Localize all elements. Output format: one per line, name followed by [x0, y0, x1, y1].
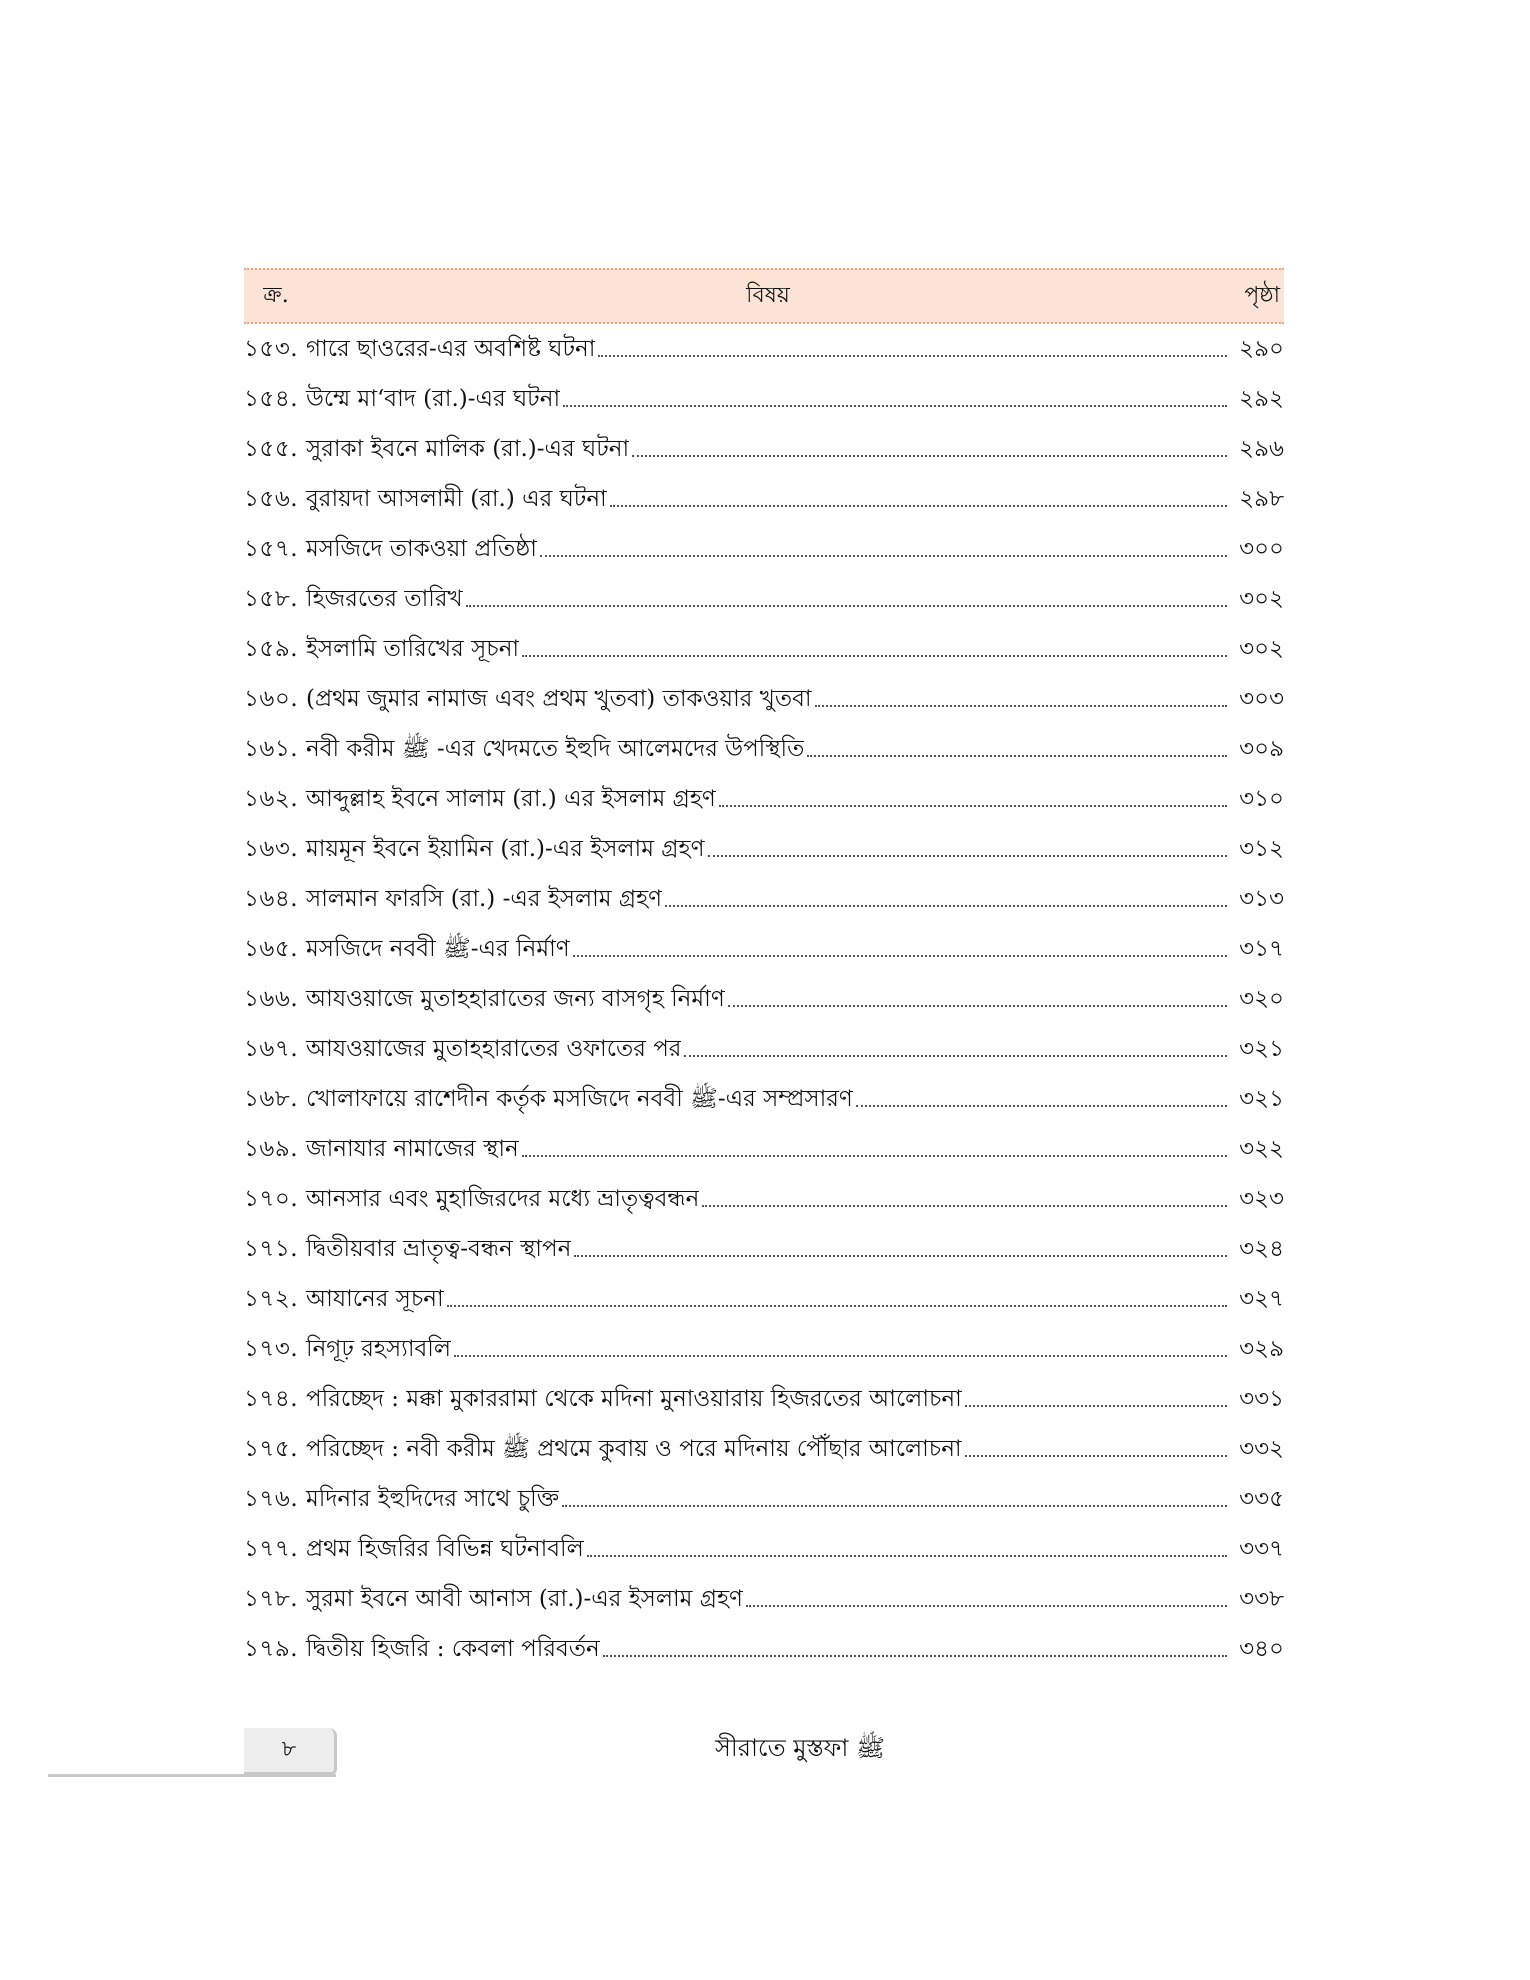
toc-row	[244, 1374, 1284, 1424]
dot-leader	[965, 1405, 1227, 1407]
dot-leader	[610, 505, 1227, 507]
header-page: পৃষ্ঠা	[1244, 282, 1280, 308]
toc-entry-title: আযানের সূচনা	[306, 1285, 444, 1312]
toc-entry-number: ১৬৩.	[244, 835, 299, 862]
dot-leader	[573, 955, 1227, 957]
toc-row	[244, 1574, 1284, 1624]
toc-entry-number: ১৭৫.	[244, 1435, 299, 1462]
dot-leader	[447, 1305, 1227, 1307]
toc-header	[244, 268, 1284, 324]
toc-entry-number: ১৭১.	[244, 1235, 299, 1262]
toc-row	[244, 674, 1284, 724]
toc-entry-title: বুরায়দা আসলামী (রা.) এর ঘটনা	[306, 485, 607, 512]
toc-entry-number: ১৭৬.	[244, 1485, 299, 1512]
toc-entry-title: দ্বিতীয় হিজরি : কেবলা পরিবর্তন	[306, 1635, 600, 1662]
toc-entry-page: ৩২৭	[1239, 1285, 1284, 1312]
toc-row	[244, 1024, 1284, 1074]
toc-entry-page: ৩০২	[1239, 585, 1284, 612]
toc-row	[244, 1124, 1284, 1174]
dot-leader	[563, 405, 1227, 407]
toc-entry-number: ১৫৯.	[244, 635, 299, 662]
dot-leader	[454, 1355, 1227, 1357]
toc-entry-number: ১৬৭.	[244, 1035, 299, 1062]
toc-entry-number: ১৬৯.	[244, 1135, 299, 1162]
toc-entry-number: ১৭৪.	[244, 1385, 299, 1412]
dot-leader	[702, 1205, 1227, 1207]
toc-entry-page: ৩৩২	[1239, 1435, 1284, 1462]
toc-entry-title: আনসার এবং মুহাজিরদের মধ্যে ভ্রাতৃত্ববন্ধন	[306, 1185, 700, 1212]
dot-leader	[856, 1105, 1227, 1107]
toc-entry-title: পরিচ্ছেদ : নবী করীম ﷺ প্রথমে কুবায় ও পরে মদিনায় পৌঁছার আলোচনা	[306, 1435, 962, 1462]
toc-row	[244, 1524, 1284, 1574]
toc-row	[244, 1074, 1284, 1124]
toc-entry-page: ৩০৩	[1239, 685, 1284, 712]
toc-rows	[244, 324, 1284, 1674]
toc-row	[244, 774, 1284, 824]
toc-entry-page: ৩২১	[1239, 1085, 1284, 1112]
toc-row	[244, 924, 1284, 974]
toc-entry-page: ৩২২	[1239, 1135, 1284, 1162]
toc-entry-title: মসজিদে তাকওয়া প্রতিষ্ঠা	[306, 535, 537, 562]
toc-entry-page: ৩৩৭	[1239, 1535, 1284, 1562]
toc-row	[244, 1274, 1284, 1324]
toc-entry-number: ১৫৮.	[244, 585, 299, 612]
toc-entry-number: ১৬৮.	[244, 1085, 299, 1112]
toc-entry-number: ১৭০.	[244, 1185, 299, 1212]
toc-entry-page: ৩৪০	[1239, 1635, 1284, 1662]
toc-entry-page: ২৯৬	[1239, 435, 1284, 462]
dot-leader	[665, 905, 1227, 907]
toc-row	[244, 374, 1284, 424]
toc-entry-page: ৩১৩	[1239, 885, 1284, 912]
toc-entry-number: ১৬৬.	[244, 985, 299, 1012]
toc-entry-title: উম্মে মা‘বাদ (রা.)-এর ঘটনা	[306, 385, 561, 412]
toc-entry-number: ১৬২.	[244, 785, 299, 812]
table-of-contents	[244, 268, 1284, 1674]
dot-leader	[603, 1655, 1227, 1657]
dot-leader	[746, 1605, 1227, 1607]
toc-entry-page: ৩২৯	[1239, 1335, 1284, 1362]
toc-entry-page: ৩২০	[1239, 985, 1284, 1012]
toc-entry-title: নবী করীম ﷺ -এর খেদমতে ইহুদি আলেমদের উপস্থিতি	[306, 735, 805, 762]
dot-leader	[587, 1555, 1227, 1557]
dot-leader	[562, 1505, 1227, 1507]
dot-leader	[728, 1005, 1227, 1007]
toc-entry-page: ৩০০	[1239, 535, 1284, 562]
toc-entry-title: দ্বিতীয়বার ভ্রাতৃত্ব-বন্ধন স্থাপন	[306, 1235, 572, 1262]
toc-entry-number: ১৬০.	[244, 685, 299, 712]
toc-entry-title: জানাযার নামাজের স্থান	[306, 1135, 519, 1162]
toc-entry-page: ৩৩১	[1239, 1385, 1284, 1412]
dot-leader	[598, 355, 1227, 357]
toc-entry-page: ৩২১	[1239, 1035, 1284, 1062]
toc-entry-number: ১৭২.	[244, 1285, 299, 1312]
toc-entry-title: আযওয়াজের মুতাহহারাতের ওফাতের পর	[306, 1035, 682, 1062]
toc-row	[244, 324, 1284, 374]
toc-entry-number: ১৬৪.	[244, 885, 299, 912]
toc-entry-number: ১৭৮.	[244, 1585, 299, 1612]
toc-row	[244, 474, 1284, 524]
toc-entry-number: ১৭৯.	[244, 1635, 299, 1662]
toc-entry-title: মসজিদে নববী ﷺ-এর নির্মাণ	[306, 935, 570, 962]
toc-entry-title: খোলাফায়ে রাশেদীন কর্তৃক মসজিদে নববী ﷺ-এর সম্প্রসারণ	[306, 1085, 853, 1112]
toc-entry-number: ১৬৫.	[244, 935, 299, 962]
toc-entry-page: ৩১২	[1239, 835, 1284, 862]
dot-leader	[522, 1155, 1227, 1157]
toc-row	[244, 624, 1284, 674]
toc-entry-page: ২৯২	[1239, 385, 1284, 412]
toc-entry-title: সুরমা ইবনে আবী আনাস (রা.)-এর ইসলাম গ্রহণ	[306, 1585, 743, 1612]
toc-row	[244, 824, 1284, 874]
dot-leader	[815, 705, 1227, 707]
toc-entry-title: মায়মূন ইবনে ইয়ামিন (রা.)-এর ইসলাম গ্রহণ	[306, 835, 705, 862]
toc-entry-page: ৩০২	[1239, 635, 1284, 662]
dot-leader	[719, 805, 1227, 807]
toc-entry-title: আযওয়াজে মুতাহহারাতের জন্য বাসগৃহ নির্মাণ	[306, 985, 725, 1012]
header-topic: বিষয়	[746, 282, 790, 308]
dot-leader	[466, 605, 1227, 607]
toc-entry-title: হিজরতের তারিখ	[306, 585, 463, 612]
page-number: ৮	[281, 1736, 297, 1762]
toc-entry-title: মদিনার ইহুদিদের সাথে চুক্তি	[306, 1485, 560, 1512]
toc-entry-title: (প্রথম জুমার নামাজ এবং প্রথম খুতবা) তাকওয়ার খুতবা	[306, 685, 812, 712]
footer-rule	[48, 1774, 336, 1777]
toc-entry-title: পরিচ্ছেদ : মক্কা মুকাররামা থেকে মদিনা মুনাওয়ারায় হিজরতের আলোচনা	[306, 1385, 962, 1412]
toc-entry-number: ১৫৭.	[244, 535, 299, 562]
toc-entry-number: ১৫৪.	[244, 385, 299, 412]
dot-leader	[540, 555, 1227, 557]
toc-entry-page: ৩০৯	[1239, 735, 1284, 762]
toc-entry-number: ১৫৬.	[244, 485, 299, 512]
toc-entry-page: ৩১৭	[1239, 935, 1284, 962]
toc-entry-page: ৩২৪	[1239, 1235, 1284, 1262]
toc-entry-number: ১৫৩.	[244, 335, 299, 362]
toc-entry-title: ইসলামি তারিখের সূচনা	[306, 635, 520, 662]
dot-leader	[807, 755, 1227, 757]
toc-entry-number: ১৭৭.	[244, 1535, 299, 1562]
toc-entry-page: ৩১০	[1239, 785, 1284, 812]
toc-entry-page: ২৯০	[1239, 335, 1284, 362]
toc-row	[244, 724, 1284, 774]
toc-entry-page: ৩৩৮	[1239, 1585, 1284, 1612]
toc-entry-number: ১৬১.	[244, 735, 299, 762]
toc-entry-page: ৩৩৫	[1239, 1485, 1284, 1512]
dot-leader	[965, 1455, 1227, 1457]
dot-leader	[522, 655, 1227, 657]
toc-row	[244, 524, 1284, 574]
running-footer-title: সীরাতে মুস্তফা ﷺ	[715, 1734, 885, 1762]
toc-row	[244, 974, 1284, 1024]
toc-row	[244, 1624, 1284, 1674]
toc-entry-title: নিগূঢ় রহস্যাবলি	[306, 1335, 452, 1362]
toc-entry-page: ৩২৩	[1239, 1185, 1284, 1212]
page-number-tab	[244, 1728, 337, 1775]
dot-leader	[684, 1055, 1227, 1057]
toc-row	[244, 424, 1284, 474]
toc-row	[244, 1474, 1284, 1524]
toc-row	[244, 1324, 1284, 1374]
header-serial: ক্র.	[263, 282, 289, 308]
toc-entry-title: আব্দুল্লাহ ইবনে সালাম (রা.) এর ইসলাম গ্রহণ	[306, 785, 716, 812]
toc-row	[244, 1424, 1284, 1474]
toc-row	[244, 874, 1284, 924]
toc-row	[244, 1224, 1284, 1274]
toc-row	[244, 574, 1284, 624]
toc-entry-number: ১৫৫.	[244, 435, 299, 462]
dot-leader	[708, 855, 1228, 857]
toc-entry-title: প্রথম হিজরির বিভিন্ন ঘটনাবলি	[306, 1535, 584, 1562]
toc-entry-title: সুরাকা ইবনে মালিক (রা.)-এর ঘটনা	[306, 435, 630, 462]
toc-entry-title: সালমান ফারসি (রা.) -এর ইসলাম গ্রহণ	[306, 885, 663, 912]
toc-entry-title: গারে ছাওরের-এর অবশিষ্ট ঘটনা	[306, 335, 596, 362]
toc-entry-page: ২৯৮	[1239, 485, 1284, 512]
toc-entry-number: ১৭৩.	[244, 1335, 299, 1362]
toc-row	[244, 1174, 1284, 1224]
dot-leader	[632, 455, 1227, 457]
dot-leader	[574, 1255, 1227, 1257]
